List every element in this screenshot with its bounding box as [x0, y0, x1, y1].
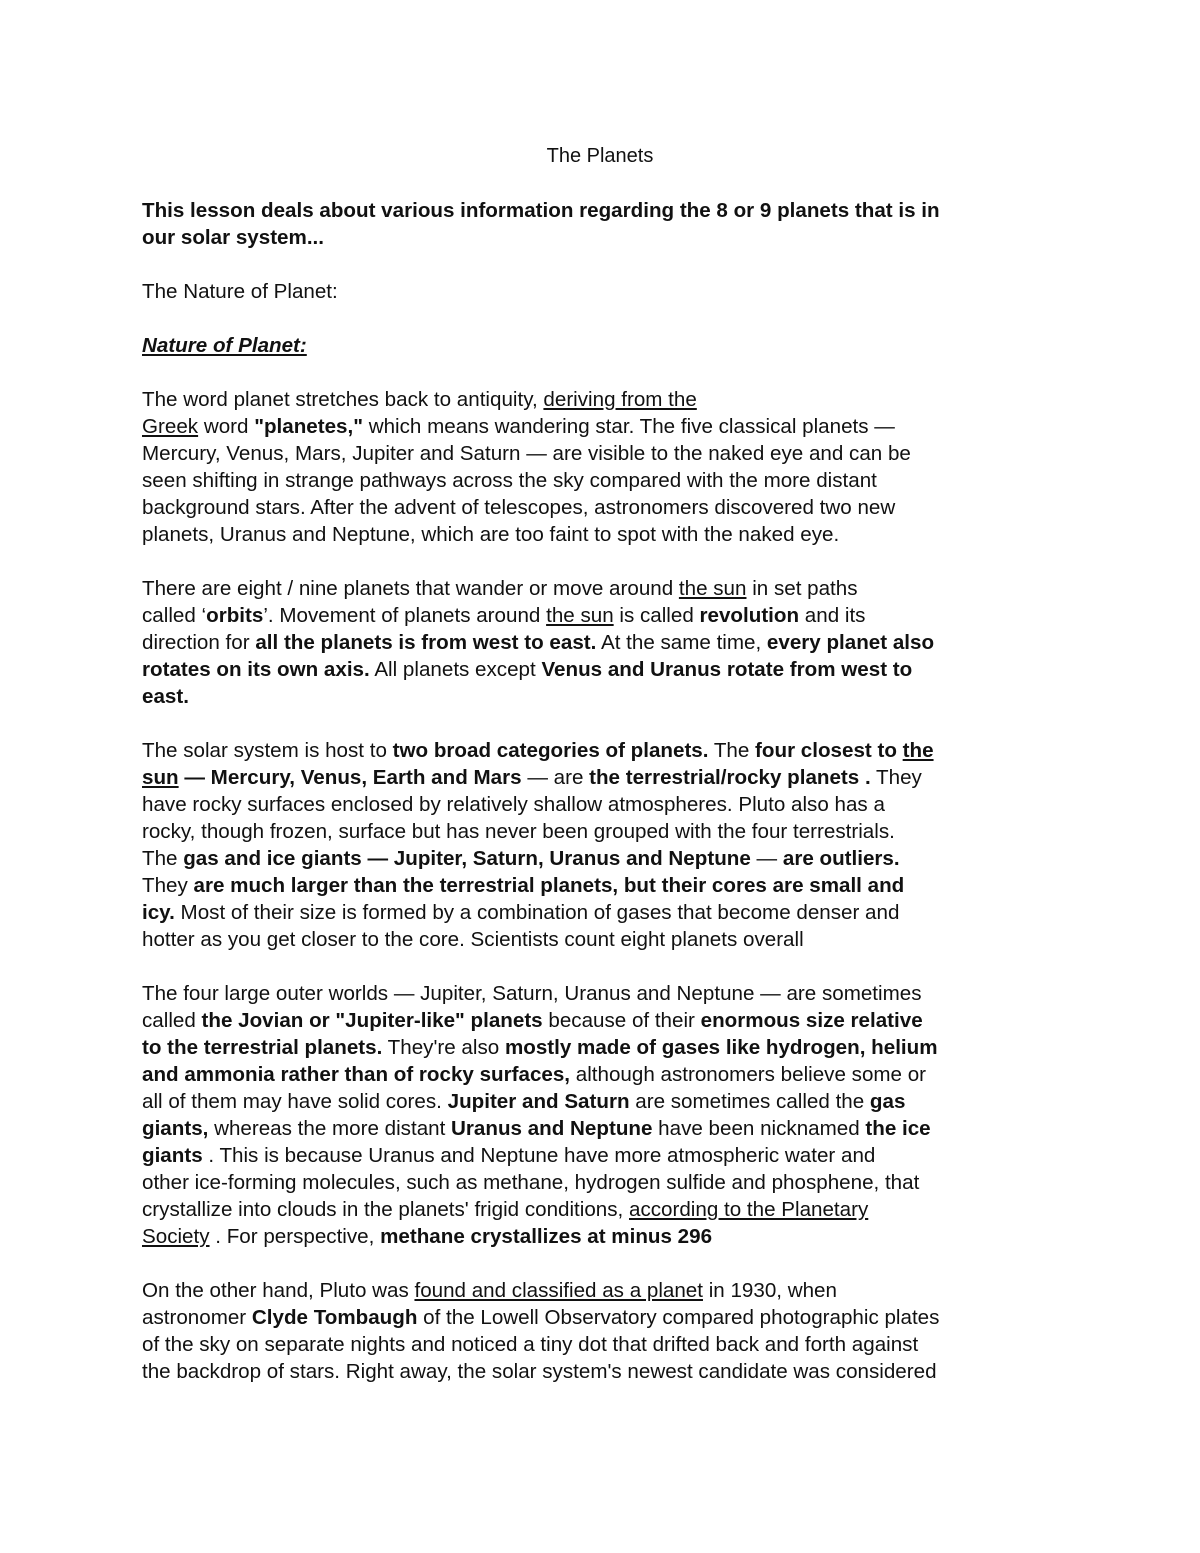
- text-line: [142, 1331, 1072, 1358]
- underlined-phrase: the sun: [546, 604, 614, 627]
- bold-phrase: east.: [142, 685, 189, 708]
- bold-phrase: revolution: [699, 604, 800, 627]
- bold-phrase: two broad categories of planets.: [392, 739, 709, 762]
- text-line: [142, 413, 1072, 440]
- bold-phrase: icy.: [142, 901, 175, 924]
- text-line: [142, 1061, 1072, 1088]
- paragraph-etymology: [142, 386, 1072, 548]
- underlined-phrase: Greek: [142, 415, 199, 438]
- text-run: The solar system is host to: [142, 739, 393, 762]
- text-line: [142, 683, 1072, 710]
- text-run: is called: [613, 604, 700, 627]
- intro-line: This lesson deals about various information regarding the 8 or 9 planets that is in: [142, 199, 940, 222]
- text-line: [142, 521, 1072, 548]
- text-line: [142, 1142, 1072, 1169]
- underlined-phrase: sun: [142, 766, 179, 789]
- section-heading: Nature of Planet:: [142, 334, 307, 357]
- paragraph-categories: [142, 737, 1072, 953]
- text-run: called: [142, 1009, 202, 1032]
- text-run: seen shifting in strange pathways across the sky compared with the more distant: [142, 469, 877, 492]
- text-line: [142, 1169, 1072, 1196]
- text-run: whereas the more distant: [208, 1117, 452, 1140]
- underlined-phrase: according to the Planetary: [629, 1198, 869, 1221]
- bold-phrase: are outliers.: [782, 847, 900, 870]
- bold-phrase: gas: [869, 1090, 906, 1113]
- text-run: There are eight / nine planets that wander or move around: [142, 577, 679, 600]
- text-line: [142, 467, 1072, 494]
- text-line: [142, 1277, 1072, 1304]
- text-run: The word planet stretches back to antiquity,: [142, 388, 544, 411]
- text-line: [142, 629, 1072, 656]
- text-line: [142, 656, 1072, 683]
- bold-phrase: the terrestrial/rocky planets .: [589, 766, 871, 789]
- intro-statement: [142, 197, 1072, 251]
- text-run: They: [142, 874, 194, 897]
- text-run: hotter as you get closer to the core. Scientists count eight planets overall: [142, 928, 804, 951]
- paragraph-jovian-planets: [142, 980, 1072, 1250]
- text-run: The four large outer worlds — Jupiter, Saturn, Uranus and Neptune — are sometimes: [142, 982, 922, 1005]
- text-run: Most of their size is formed by a combination of gases that become denser and: [174, 901, 900, 924]
- underlined-phrase: the: [902, 739, 934, 762]
- bold-phrase: Uranus and Neptune: [451, 1117, 653, 1140]
- bold-phrase: enormous size relative: [700, 1009, 923, 1032]
- text-line: [142, 494, 1072, 521]
- text-run: have been nicknamed: [652, 1117, 866, 1140]
- underlined-phrase: Society: [142, 1225, 210, 1248]
- text-line: [142, 818, 1072, 845]
- text-line: [142, 1358, 1072, 1385]
- bold-phrase: Venus and Uranus rotate from west to: [541, 658, 913, 681]
- text-run: the backdrop of stars. Right away, the solar system's newest candidate was considered: [142, 1360, 937, 1383]
- text-line: [142, 737, 1072, 764]
- text-run: all of them may have solid cores.: [142, 1090, 448, 1113]
- text-line: [142, 1196, 1072, 1223]
- text-line: [142, 764, 1072, 791]
- text-run: astronomer: [142, 1306, 252, 1329]
- text-line: [142, 1115, 1072, 1142]
- bold-phrase: giants,: [142, 1117, 209, 1140]
- bold-phrase: — Mercury, Venus, Earth and Mars: [178, 766, 522, 789]
- bold-phrase: all the planets is from west to east.: [255, 631, 597, 654]
- text-run: have rocky surfaces enclosed by relatively shallow atmospheres. Pluto also has a: [142, 793, 885, 816]
- text-line: [142, 1007, 1072, 1034]
- text-run: which means wandering star. The five classical planets —: [363, 415, 895, 438]
- text-run: rocky, though frozen, surface but has never been grouped with the four terrestrials.: [142, 820, 895, 843]
- intro-line: our solar system...: [142, 226, 324, 249]
- text-run: in 1930, when: [702, 1279, 837, 1302]
- text-run: All planets except: [369, 658, 542, 681]
- text-run: ’. Movement of planets around: [263, 604, 547, 627]
- bold-phrase: mostly made of gases like hydrogen, helium: [504, 1036, 938, 1059]
- text-line: [142, 926, 1072, 953]
- paragraph-orbits: [142, 575, 1072, 710]
- bold-phrase: four closest to: [755, 739, 903, 762]
- text-run: are sometimes called the: [629, 1090, 870, 1113]
- text-line: [142, 872, 1072, 899]
- nature-label: The Nature of Planet:: [142, 280, 338, 303]
- text-line: [142, 1304, 1072, 1331]
- text-run: although astronomers believe some or: [570, 1063, 927, 1086]
- text-run: because of their: [542, 1009, 701, 1032]
- text-line: [142, 980, 1072, 1007]
- text-run: word: [198, 415, 255, 438]
- text-line: [142, 602, 1072, 629]
- underlined-phrase: found and classified as a planet: [414, 1279, 703, 1302]
- bold-phrase: giants: [142, 1144, 203, 1167]
- text-run: other ice-forming molecules, such as methane, hydrogen sulfide and phosphene, that: [142, 1171, 920, 1194]
- text-line: [142, 575, 1072, 602]
- text-run: of the sky on separate nights and noticed a tiny dot that drifted back and forth against: [142, 1333, 919, 1356]
- bold-phrase: "planetes,": [254, 415, 363, 438]
- text-run: . This is because Uranus and Neptune have more atmospheric water and: [202, 1144, 876, 1167]
- text-run: crystallize into clouds in the planets' frigid conditions,: [142, 1198, 629, 1221]
- bold-phrase: orbits: [206, 604, 264, 627]
- text-line: [142, 386, 1072, 413]
- text-run: of the Lowell Observatory compared photographic plates: [417, 1306, 940, 1329]
- text-run: Mercury, Venus, Mars, Jupiter and Saturn — are visible to the naked eye and can be: [142, 442, 911, 465]
- bold-phrase: Clyde Tombaugh: [251, 1306, 418, 1329]
- text-line: [142, 1223, 1072, 1250]
- text-run: background stars. After the advent of telescopes, astronomers discovered two new: [142, 496, 896, 519]
- underlined-phrase: deriving from the: [543, 388, 697, 411]
- text-run: —: [750, 847, 783, 870]
- bold-phrase: to the terrestrial planets.: [142, 1036, 383, 1059]
- bold-phrase: rotates on its own axis.: [142, 658, 370, 681]
- text-run: On the other hand, Pluto was: [142, 1279, 415, 1302]
- text-run: planets, Uranus and Neptune, which are too faint to spot with the naked eye.: [142, 523, 840, 546]
- text-line: [142, 440, 1072, 467]
- text-run: At the same time,: [596, 631, 767, 654]
- underlined-phrase: the sun: [678, 577, 747, 600]
- bold-phrase: and ammonia rather than of rocky surfaces,: [142, 1063, 571, 1086]
- text-run: . For perspective,: [209, 1225, 381, 1248]
- bold-phrase: every planet also: [766, 631, 935, 654]
- text-line: [142, 899, 1072, 926]
- text-line: [142, 1034, 1072, 1061]
- text-run: They: [870, 766, 922, 789]
- bold-phrase: the ice: [865, 1117, 931, 1140]
- text-run: direction for: [142, 631, 256, 654]
- bold-phrase: are much larger than the terrestrial planets, but their cores are small and: [193, 874, 905, 897]
- text-run: The: [142, 847, 184, 870]
- text-run: in set paths: [746, 577, 858, 600]
- text-run: The: [708, 739, 756, 762]
- bold-phrase: Jupiter and Saturn: [447, 1090, 630, 1113]
- bold-phrase: the Jovian or "Jupiter-like" planets: [201, 1009, 543, 1032]
- document-title: The Planets: [546, 145, 654, 167]
- text-run: — are: [521, 766, 590, 789]
- text-run: and its: [799, 604, 866, 627]
- text-run: They're also: [382, 1036, 505, 1059]
- text-line: [142, 791, 1072, 818]
- bold-phrase: gas and ice giants — Jupiter, Saturn, Uranus and Neptune: [183, 847, 751, 870]
- bold-phrase: methane crystallizes at minus 296: [380, 1225, 713, 1248]
- text-line: [142, 1088, 1072, 1115]
- text-run: called ‘: [142, 604, 207, 627]
- paragraph-pluto: [142, 1277, 1072, 1385]
- text-line: [142, 845, 1072, 872]
